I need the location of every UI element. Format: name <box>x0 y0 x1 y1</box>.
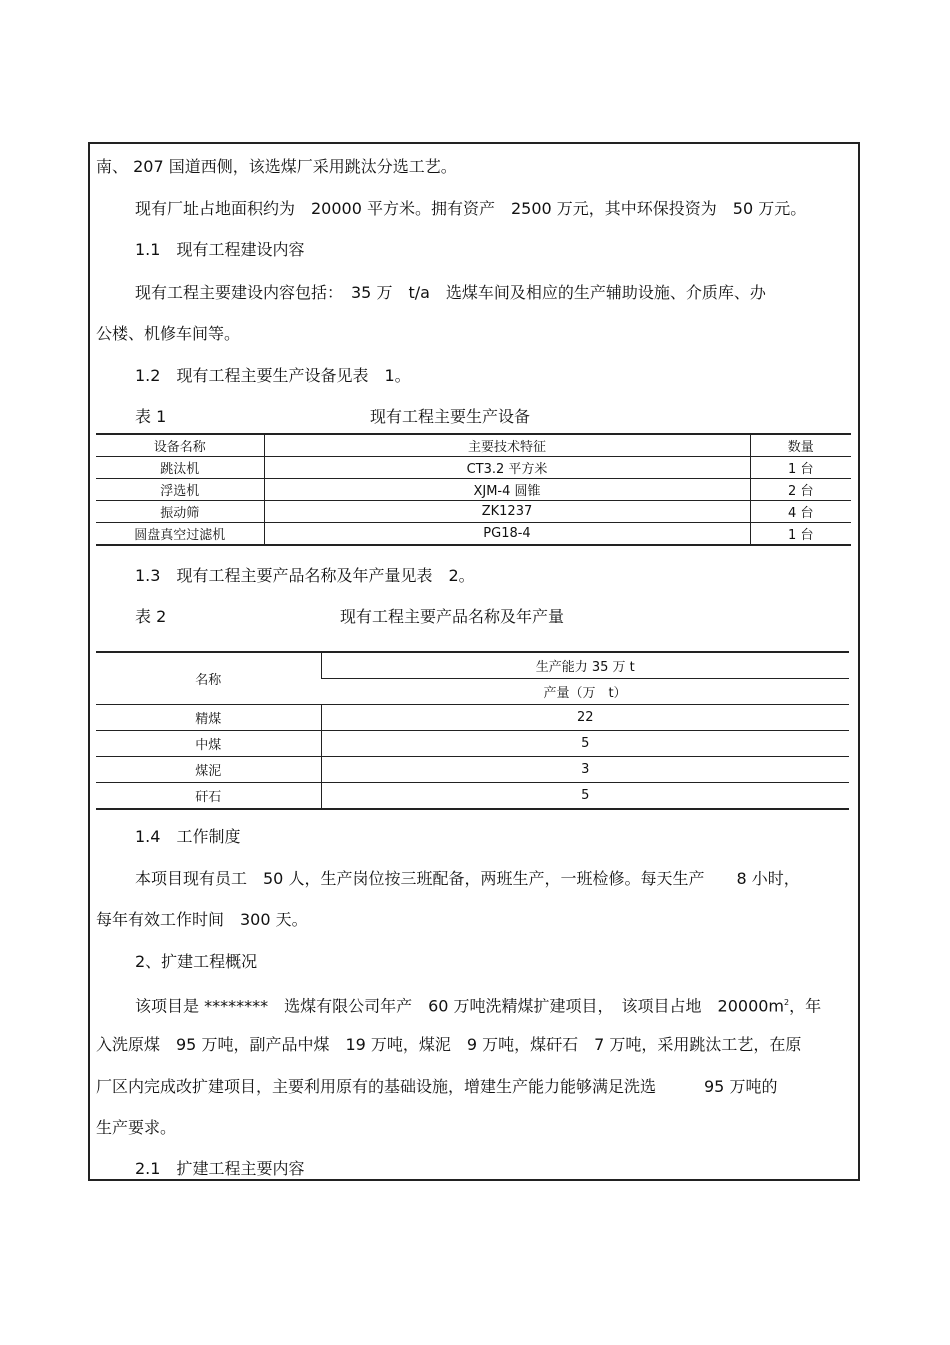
section-heading-1-1: 1.1 现有工程建设内容 <box>135 240 305 259</box>
table-row <box>96 783 849 810</box>
paragraph-location: 南、 207 国道西侧，该选煤厂采用跳汰分选工艺。 <box>96 157 457 176</box>
table-row <box>96 479 851 501</box>
paragraph-construction-a: 现有工程主要建设内容包括： 35 万 t/a 选煤车间及相应的生产辅助设施、介质库、办 <box>135 283 766 302</box>
table-header-row <box>96 652 849 679</box>
product-table <box>96 651 849 810</box>
paragraph-work-schedule-b: 每年有效工作时间 300 天。 <box>96 910 308 929</box>
table-row <box>96 523 851 546</box>
table-cell: ZK1237 <box>264 501 750 523</box>
table-cell: 1 台 <box>750 457 851 479</box>
table-cell: CT3.2 平方米 <box>264 457 750 479</box>
section-heading-1-4: 1.4 工作制度 <box>135 827 241 846</box>
section-heading-1-2: 1.2 现有工程主要生产设备见表 1。 <box>135 366 411 385</box>
table-cell: 矸石 <box>195 790 222 805</box>
table1-title: 现有工程主要生产设备 <box>370 407 531 426</box>
table2-title: 现有工程主要产品名称及年产量 <box>340 607 565 626</box>
column-header: 产量（万 t） <box>321 679 849 705</box>
table-cell: 浮选机 <box>96 479 264 501</box>
table-cell: 5 <box>321 783 849 810</box>
table-cell: XJM-4 圆锥 <box>264 479 750 501</box>
table-row <box>96 757 849 783</box>
column-header: 名称 <box>96 652 321 705</box>
table-header-row <box>96 434 851 457</box>
paragraph-expansion-d: 生产要求。 <box>96 1118 177 1137</box>
table1-label: 表 1 <box>135 407 167 426</box>
equipment-table <box>96 433 851 546</box>
table-cell: 22 <box>321 705 849 731</box>
section-heading-2-1: 2.1 扩建工程主要内容 <box>135 1159 305 1178</box>
table-cell: 振动筛 <box>96 501 264 523</box>
table-cell: 1 台 <box>750 523 851 546</box>
table-row <box>96 501 851 523</box>
paragraph-expansion-c: 厂区内完成改扩建项目，主要利用原有的基础设施，增建生产能力能够满足洗选 95 万吨的 <box>96 1077 778 1096</box>
table-cell: PG18-4 <box>264 523 750 546</box>
table-row <box>96 731 849 757</box>
table-cell: 煤泥 <box>96 757 321 783</box>
superscript: 2 <box>784 998 790 1007</box>
table-row <box>96 705 849 731</box>
paragraph-work-schedule-a: 本项目现有员工 50 人，生产岗位按三班配备，两班生产，一班检修。每天生产 8 小时， <box>135 869 800 888</box>
table-cell: 2 台 <box>750 479 851 501</box>
section-heading-2: 2、扩建工程概况 <box>135 952 258 971</box>
paragraph-site-area: 现有厂址占地面积约为 20000 平方米。拥有资产 2500 万元，其中环保投资为 50 万元。 <box>135 199 807 218</box>
table-cell: 3 <box>321 757 849 783</box>
table-cell: 跳汰机 <box>96 457 264 479</box>
table-cell: 4 台 <box>750 501 851 523</box>
table-cell: 5 <box>321 731 849 757</box>
table-cell: 中煤 <box>96 731 321 757</box>
column-header: 生产能力 35 万 t <box>321 652 849 679</box>
paragraph-construction-b: 公楼、机修车间等。 <box>96 324 241 343</box>
table-cell: 圆盘真空过滤机 <box>134 528 226 543</box>
paragraph-expansion-a <box>135 993 821 1016</box>
expansion-text: ，年 <box>789 996 822 1016</box>
paragraph-expansion-b: 入洗原煤 95 万吨，副产品中煤 19 万吨，煤泥 9 万吨，煤矸石 7 万吨，采用跳汰工艺，在原 <box>96 1035 802 1054</box>
table2-label: 表 2 <box>135 607 167 626</box>
column-header: 主要技术特征 <box>264 434 750 457</box>
table-row <box>96 457 851 479</box>
expansion-text: 该项目是 ******** 选煤有限公司年产 60 万吨洗精煤扩建项目， 该项目占地 20000m <box>135 996 785 1016</box>
section-heading-1-3: 1.3 现有工程主要产品名称及年产量见表 2。 <box>135 566 475 585</box>
table-cell: 精煤 <box>96 705 321 731</box>
column-header: 数量 <box>750 434 851 457</box>
column-header: 设备名称 <box>96 434 264 457</box>
